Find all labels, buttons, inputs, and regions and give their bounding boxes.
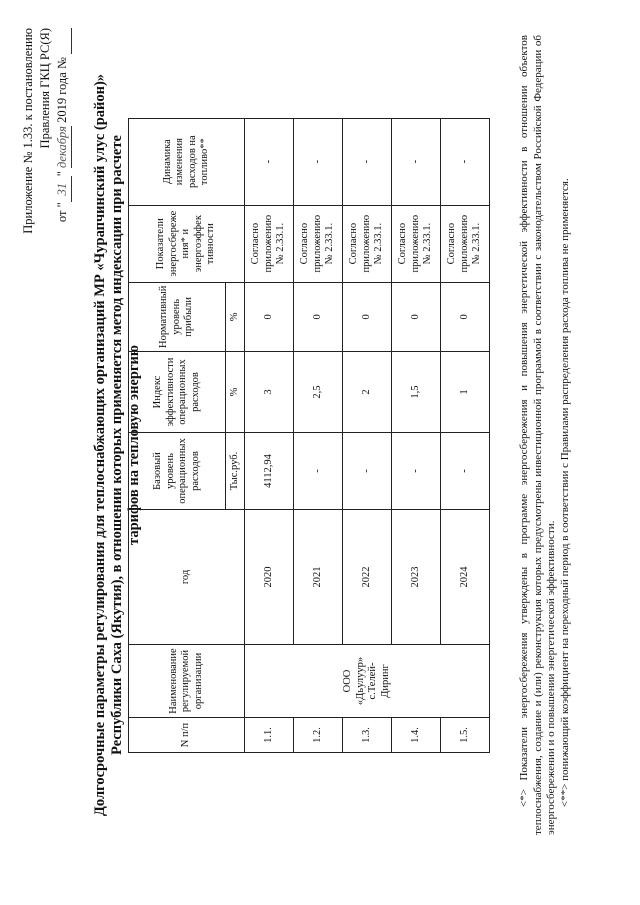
cell-year: 2023 [392, 510, 441, 645]
cell-indicators: Согласно приложению № 2.33.1. [441, 205, 490, 282]
cell-index: 2 [343, 352, 392, 433]
cell-index: 1,5 [392, 352, 441, 433]
cell-profit: 0 [343, 282, 392, 351]
header-org: Наименование регулируемой организации [129, 645, 245, 718]
cell-no: 1.2. [294, 718, 343, 753]
parameters-table [128, 118, 490, 753]
cell-year: 2024 [441, 510, 490, 645]
footnote-2: <**> понижающий коэффициент на переходный период в соответствии с Правилами распределения расхода топлива не применяется. [558, 178, 571, 807]
cell-base: - [294, 433, 343, 510]
cell-base: 4112,94 [245, 433, 294, 510]
cell-profit: 0 [441, 282, 490, 351]
header-no: N п/п [129, 718, 245, 753]
handwritten-day: 31 [54, 176, 72, 202]
cell-organization: ООО «Дьулуур» с.Телей-Диринг [245, 645, 490, 718]
footnote-1: <*> Показатели энергосбережения утверждены в программе энергосбережения и повышения энергетической эффективности в отношении объектов теплоснабжения, создание и (или) реконструкция которых предусмотрены инвестиционной программой в соответствии с законодательством Российской Федерации об энергосбережении и о повышении энергетической эффективности. [518, 35, 557, 835]
cell-year: 2021 [294, 510, 343, 645]
title-line-3: тарифов на тепловую энергию [126, 345, 142, 545]
appendix-line-2: Правления ГКЦ РС(Я) [38, 28, 52, 149]
appendix-line-3: от "31" декабря 2019 года № [54, 28, 72, 234]
header-index: Индекс эффективности операционных расходов [129, 352, 226, 433]
unit-profit: % [226, 282, 245, 351]
cell-dynamics: - [392, 118, 441, 205]
table-row [245, 118, 294, 752]
cell-dynamics: - [294, 118, 343, 205]
cell-base: - [343, 433, 392, 510]
cell-indicators: Согласно приложению № 2.33.1. [245, 205, 294, 282]
appendix-line-1: Приложение № 1.33. к постановлению [21, 28, 35, 234]
cell-indicators: Согласно приложению № 2.33.1. [392, 205, 441, 282]
unit-base: Тыс.руб. [226, 433, 245, 510]
header-dynamics: Динамика изменения расходов на топливо** [129, 118, 245, 205]
cell-index: 1 [441, 352, 490, 433]
footnotes [518, 35, 572, 835]
title-line-1: Долгосрочные параметры регулирования для теплоснабжающих организаций МР «Чурапчинский улус (район)» [92, 73, 108, 817]
cell-base: - [392, 433, 441, 510]
appendix-header [20, 28, 72, 234]
cell-no: 1.4. [392, 718, 441, 753]
header-indicators: Показатели энергосбереже ния* и энергоэффек тивности [129, 205, 245, 282]
unit-index: % [226, 352, 245, 433]
cell-indicators: Согласно приложению № 2.33.1. [294, 205, 343, 282]
cell-year: 2022 [343, 510, 392, 645]
table-header-row [129, 118, 226, 752]
cell-profit: 0 [294, 282, 343, 351]
cell-no: 1.1. [245, 718, 294, 753]
cell-no: 1.3. [343, 718, 392, 753]
cell-index: 3 [245, 352, 294, 433]
cell-dynamics: - [441, 118, 490, 205]
order-number-blank [54, 28, 72, 54]
header-year: год [129, 510, 245, 645]
cell-dynamics: - [343, 118, 392, 205]
cell-index: 2,5 [294, 352, 343, 433]
handwritten-month: декабря [54, 126, 72, 168]
cell-indicators: Согласно приложению № 2.33.1. [343, 205, 392, 282]
header-profit: Нормативный уровень прибыли [129, 282, 226, 351]
cell-profit: 0 [245, 282, 294, 351]
cell-profit: 0 [392, 282, 441, 351]
cell-dynamics: - [245, 118, 294, 205]
cell-no: 1.5. [441, 718, 490, 753]
title-line-2: Республики Саха (Якутия), в отношении которых применяется метод индексации при расчете [109, 135, 125, 755]
cell-year: 2020 [245, 510, 294, 645]
header-base: Базовый уровень операционных расходов [129, 433, 226, 510]
cell-base: - [441, 433, 490, 510]
